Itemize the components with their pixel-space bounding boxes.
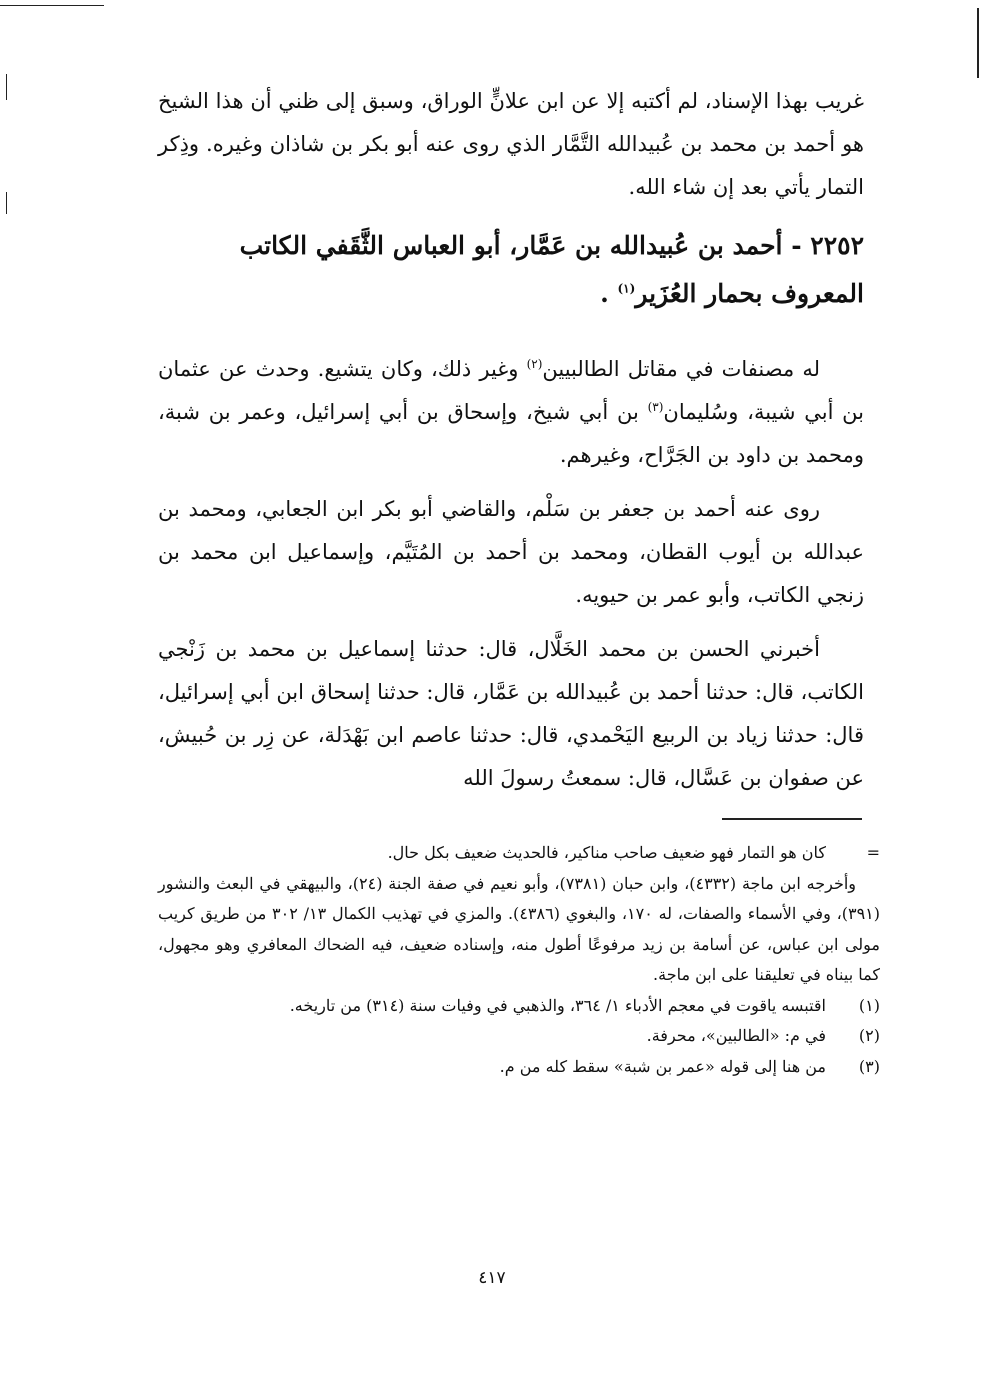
narrators-paragraph: روى عنه أحمد بن جعفر بن سَلْم، والقاضي أبو بكر ابن الجعابي، ومحمد بن عبدالله بن أيوب القطان، ومحمد بن أحمد بن المُتَيَّم، وإسماعيل ابن محمد بن زنجي الكاتب، وأبو عمر بن حيويه. — [158, 497, 864, 607]
footnote-2 — [158, 1021, 880, 1052]
works-paragraph — [158, 348, 864, 477]
biography-block — [158, 348, 864, 800]
footnote-number: (٣) — [858, 1056, 880, 1076]
footnote-text: من هنا إلى قوله «عمر بن شبة» سقط كله من م. — [499, 1056, 826, 1076]
footnote-number: (٢) — [858, 1026, 880, 1045]
intro-paragraph: غريب بهذا الإسناد، لم أكتبه إلا عن ابن علانٍّ الوراق، وسبق إلى ظني أن هذا الشيخ هو أحمد بن محمد بن عُبيدالله التَّمَّار الذي روى عنه أبو بكر بن شاذان وغيره. وذِكر التمار يأتي بعد إن شاء الله. — [158, 89, 864, 199]
footnote-text: اقتبسه ياقوت في معجم الأدباء ١/ ٣٦٤، والذهبي في وفيات سنة (٣١٤) من تاريخه. — [289, 995, 826, 1015]
works-text-3: بن أبي شيخ، وإسحاق بن أبي إسرائيل، وعمر بن شبة، ومحمد بن داود بن الجَرَّاح، وغيرهم. — [158, 400, 864, 467]
footnotes-block — [158, 838, 880, 1082]
entry-heading-text: ٢٢٥٢ - أحمد بن عُبيدالله بن عَمَّار، أبو العباس الثَّقَفي الكاتب المعروف بحمار العُزَير — [239, 231, 864, 308]
footnote-separator — [722, 818, 862, 820]
scan-artifact-left-edge — [6, 74, 7, 100]
entry-heading — [158, 222, 864, 318]
continuation-line: كان هو التمار فهو ضعيف صاحب مناكير، فالحديث ضعيف بكل حال. — [387, 843, 826, 862]
intro-paragraph-block — [158, 80, 864, 209]
entry-heading-end: . — [600, 279, 618, 308]
scan-artifact-left-edge-2 — [6, 192, 7, 214]
works-text-1: له مصنفات في مقاتل الطالبيين — [542, 357, 820, 381]
footnote-text: في م: «الطالبين»، محرفة. — [646, 1026, 826, 1045]
footnote-continuation — [158, 838, 880, 869]
heading-footnote-ref[interactable]: (١) — [617, 281, 636, 296]
scan-artifact-top-left — [0, 5, 104, 6]
footnote-number: (١) — [858, 995, 880, 1015]
takhrij-note: وأخرجه ابن ماجة (٤٣٣٢)، وابن حبان (٧٣٨١)، وأبو نعيم في صفة الجنة (٢٤)، والبيهقي في البعث والنشور (٣٩١)، وفي الأسماء والصفات، له ١٧٠، والبغوي (٤٣٨٦). والمزي في تهذيب الكمال ١٣/ ٣٠٢ من طريق كريب مولى ابن عباس، عن أسامة بن زيد مرفوعًا أطول منه، وإسناده ضعيف، فيه الضحاك المعافري وهو مجهول، كما بيناه في تعليقنا على ابن ماجة. — [158, 873, 881, 984]
footnote-1 — [158, 991, 880, 1022]
works-text-2: وغير ذلك، وكان يتشيع. وحدث عن عثمان بن أبي شيبة، وسُليمان — [158, 357, 864, 424]
footnote-ref-2[interactable]: (٢) — [526, 357, 543, 371]
footnote-ref-3[interactable]: (٣) — [647, 400, 664, 414]
scan-artifact-right-edge — [977, 8, 979, 78]
hadith-paragraph: أخبرني الحسن بن محمد الخَلَّال، قال: حدثنا إسماعيل بن محمد بن زَنْجي الكاتب، قال: حدثنا أحمد بن عُبيدالله بن عَمَّار، قال: حدثنا إسحاق ابن أبي إسرائيل، قال: حدثنا زياد بن الربيع اليَحْمدي، قال: حدثنا عاصم ابن بَهْدَلة، عن زِر بن حُبيش، عن صفوان بن عَسَّال، قال: سمعتُ رسولَ الله — [158, 637, 864, 790]
page-number: ٤١٧ — [478, 1268, 506, 1288]
continuation-mark: = — [866, 843, 880, 862]
footnote-3 — [158, 1052, 880, 1083]
